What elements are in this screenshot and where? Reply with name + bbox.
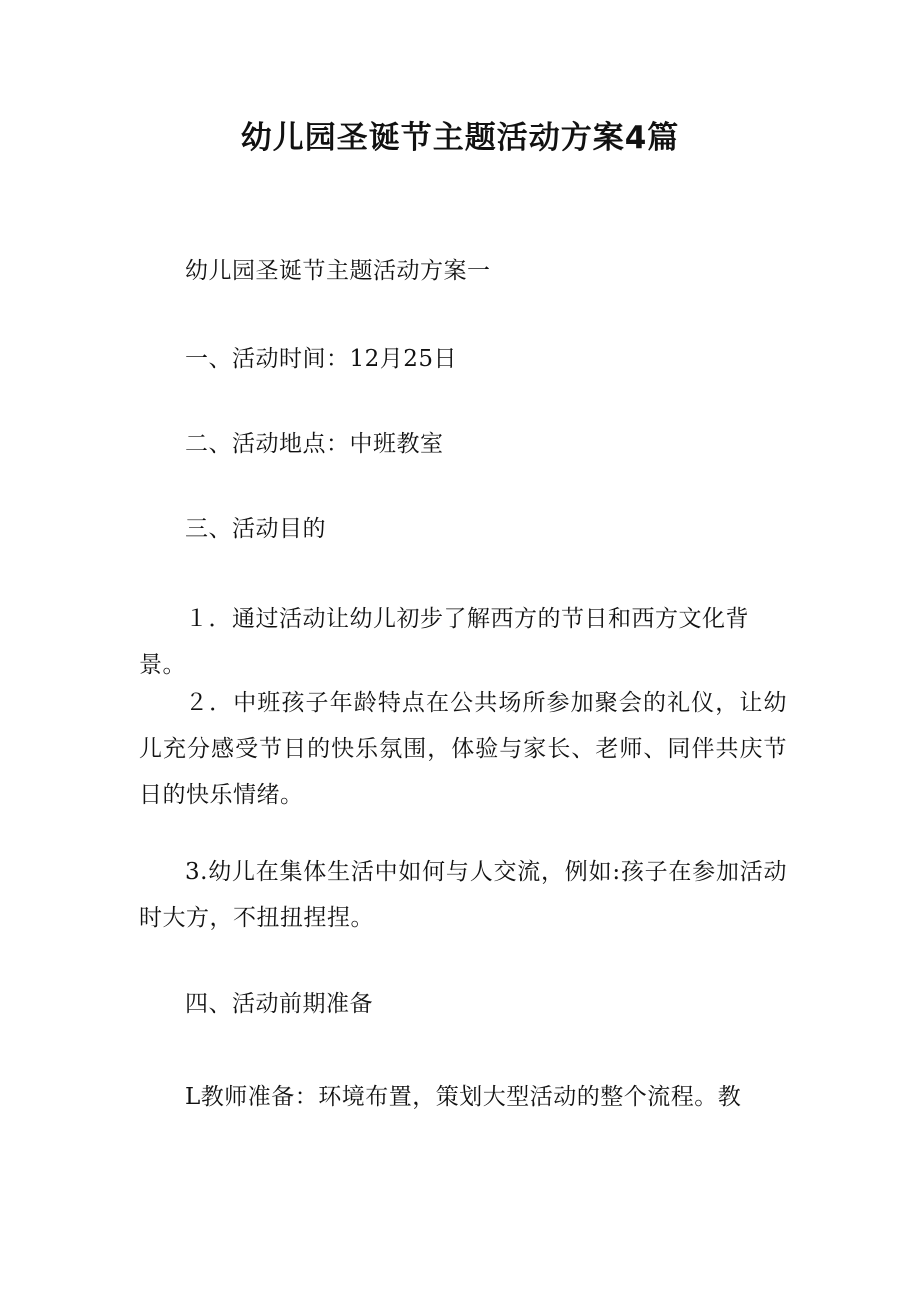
section-heading: 幼儿园圣诞节主题活动方案一 xyxy=(185,258,491,284)
purpose-item-3: 3.幼儿在集体生活中如何与人交流，例如:孩子在参加活动时大方，不扭扭捏捏。 xyxy=(139,859,787,931)
activity-location: 二、活动地点：中班教室 xyxy=(185,431,444,457)
teacher-preparation: L教师准备：环境布置，策划大型活动的整个流程。教 xyxy=(185,1084,742,1110)
preparation-heading: 四、活动前期准备 xyxy=(185,991,373,1017)
activity-purpose-heading: 三、活动目的 xyxy=(185,516,326,542)
document-title: 幼儿园圣诞节主题活动方案4篇 xyxy=(240,120,680,156)
activity-time: 一、活动时间：12月25日 xyxy=(185,346,458,372)
purpose-item-1: １．通过活动让幼儿初步了解西方的节日和西方文化背景。 xyxy=(139,606,749,678)
purpose-item-2: ２．中班孩子年龄特点在公共场所参加聚会的礼仪，让幼儿充分感受节日的快乐氛围，体验与家长、老师、同伴共庆节日的快乐情绪。 xyxy=(139,690,787,808)
